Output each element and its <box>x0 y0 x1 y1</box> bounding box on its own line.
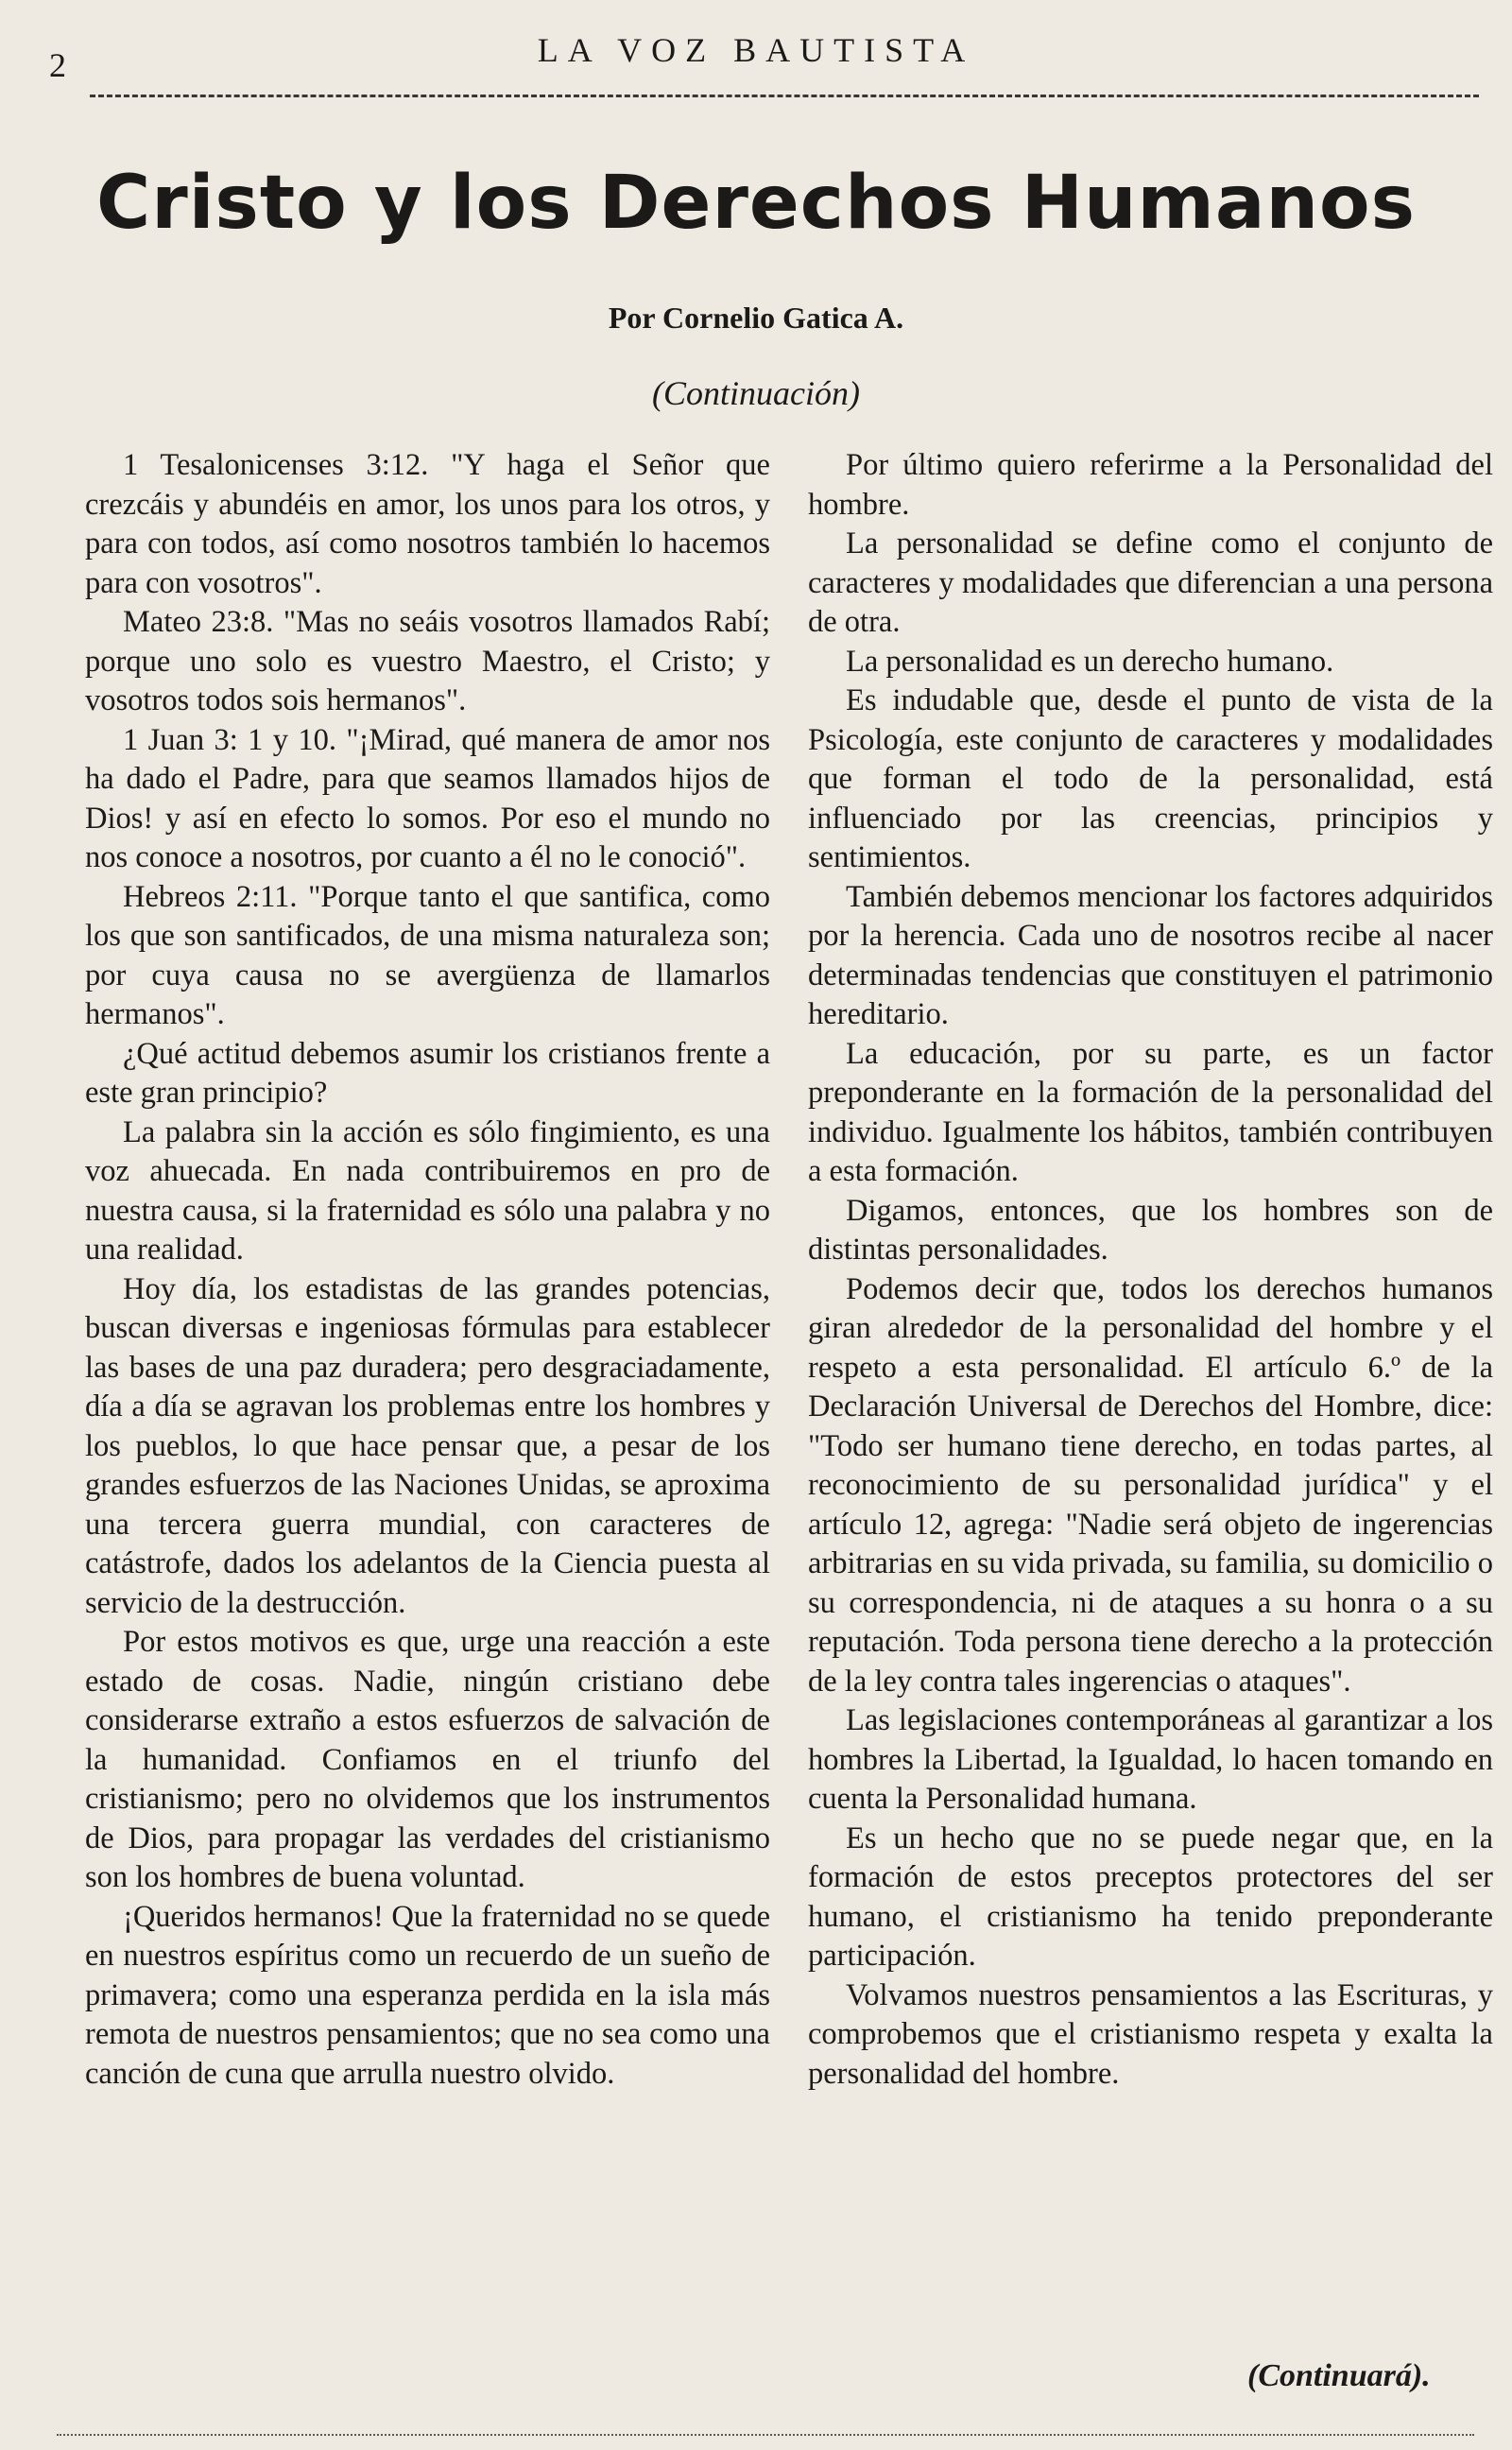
paragraph: Digamos, entonces, que los hombres son de distintas personalidades. <box>808 1193 1493 1267</box>
paragraph: La palabra sin la acción es sólo fingimiento, es una voz ahuecada. En nada contribuiremos en pro de nuestra causa, si la fraternidad es sólo una palabra y no una realidad. <box>85 1114 770 1267</box>
paragraph: ¿Qué actitud debemos asumir los cristianos frente a este gran principio? <box>85 1036 770 1110</box>
paragraph: Es un hecho que no se puede negar que, en la formación de estos preceptos protectores del ser humano, el cristianismo ha tenido preponderante participación. <box>808 1820 1493 1973</box>
paragraph: Las legislaciones contemporáneas al garantizar a los hombres la Libertad, la Igualdad, lo hacen tomando en cuenta la Personalidad humana. <box>808 1703 1493 1816</box>
paragraph: Es indudable que, desde el punto de vista de la Psicología, este conjunto de caracteres y modalidades que forman el todo de la personalidad, está influenciado por las creencias, principios y sentimientos. <box>808 683 1493 874</box>
paragraph: También debemos mencionar los factores adquiridos por la herencia. Cada uno de nosotros recibe al nacer determinadas tendencias que constituyen el patrimonio hereditario. <box>808 879 1493 1031</box>
article-title: Cristo y los Derechos Humanos <box>95 161 1417 246</box>
page-number: 2 <box>49 46 66 84</box>
paragraph: Podemos decir que, todos los derechos humanos giran alrededor de la personalidad del hombre y el respeto a esta personalidad. El artículo 6.º de la Declaración Universal de Derechos del Hombre, dice: "Todo ser humano tiene derecho, en todas partes, al reconocimiento de su personalidad jurídica" y el artículo 12, agrega: "Nadie será objeto de ingerencias arbitrarias en su vida privada, su familia, su domicilio o su correspondencia, ni de ataques a su honra o a su reputación. Toda persona tiene derecho a la protección de la ley contra tales ingerencias o ataques". <box>808 1271 1493 1699</box>
footer-rule <box>57 2434 1474 2436</box>
paragraph: La educación, por su parte, es un factor preponderante en la formación de la personalidad del individuo. Igualmente los hábitos, también contribuyen a esta formación. <box>808 1036 1493 1188</box>
paragraph: Por último quiero referirme a la Personalidad del hombre. <box>808 448 1493 522</box>
publication-header: LA VOZ BAUTISTA <box>537 31 975 69</box>
article-subtitle: (Continuación) <box>652 374 860 412</box>
paragraph: La personalidad se define como el conjunto de caracteres y modalidades que diferencian a una persona de otra. <box>808 526 1493 639</box>
paragraph: La personalidad es un derecho humano. <box>846 644 1334 679</box>
paragraph: ¡Queridos hermanos! Que la fraternidad no se quede en nuestros espíritus como un recuerdo de un sueño de primavera; como una esperanza perdida en la isla más remota de nuestros pensamientos; que no sea como una canción de cuna que arrulla nuestro olvido. <box>85 1899 770 2091</box>
paragraph: Hoy día, los estadistas de las grandes potencias, buscan diversas e ingeniosas fórmulas para establecer las bases de una paz duradera; pero desgraciadamente, día a día se agravan los problemas entre los hombres y los pueblos, lo que hace pensar que, a pesar de los grandes esfuerzos de las Naciones Unidas, se aproxima una tercera guerra mundial, con caracteres de catástrofe, dados los adelantos de la Ciencia puesta al servicio de la destrucción. <box>85 1271 770 1620</box>
left-column <box>85 446 770 2094</box>
header-rule <box>90 95 1479 97</box>
right-column <box>808 446 1493 2094</box>
paragraph: 1 Tesalonicenses 3:12. "Y haga el Señor que crezcáis y abundéis en amor, los unos para los otros, y para con todos, así como nosotros también lo hacemos para con vosotros". <box>85 448 770 600</box>
paragraph: Mateo 23:8. "Mas no seáis vosotros llamados Rabí; porque uno solo es vuestro Maestro, el Cristo; y vosotros todos sois hermanos". <box>85 605 770 717</box>
paragraph: Por estos motivos es que, urge una reacción a este estado de cosas. Nadie, ningún cristiano debe considerarse extraño a estos esfuerzos de salvación de la humanidad. Confiamos en el triunfo del cristianismo; pero no olvidemos que los instrumentos de Dios, para propagar las verdades del cristianismo son los hombres de buena voluntad. <box>85 1625 770 1894</box>
continued-note: (Continuará). <box>1247 2358 1431 2393</box>
paragraph: 1 Juan 3: 1 y 10. "¡Mirad, qué manera de amor nos ha dado el Padre, para que seamos llamados hijos de Dios! y así en efecto lo somos. Por eso el mundo no nos conoce a nosotros, por cuanto a él no le conoció". <box>85 722 770 874</box>
paragraph: Volvamos nuestros pensamientos a las Escrituras, y comprobemos que el cristianismo respeta y exalta la personalidad del hombre. <box>808 1977 1493 2091</box>
article-byline: Por Cornelio Gatica A. <box>608 301 904 335</box>
paragraph: Hebreos 2:11. "Porque tanto el que santifica, como los que son santificados, de una misma naturaleza son; por cuya causa no se avergüenza de llamarlos hermanos". <box>85 879 770 1031</box>
